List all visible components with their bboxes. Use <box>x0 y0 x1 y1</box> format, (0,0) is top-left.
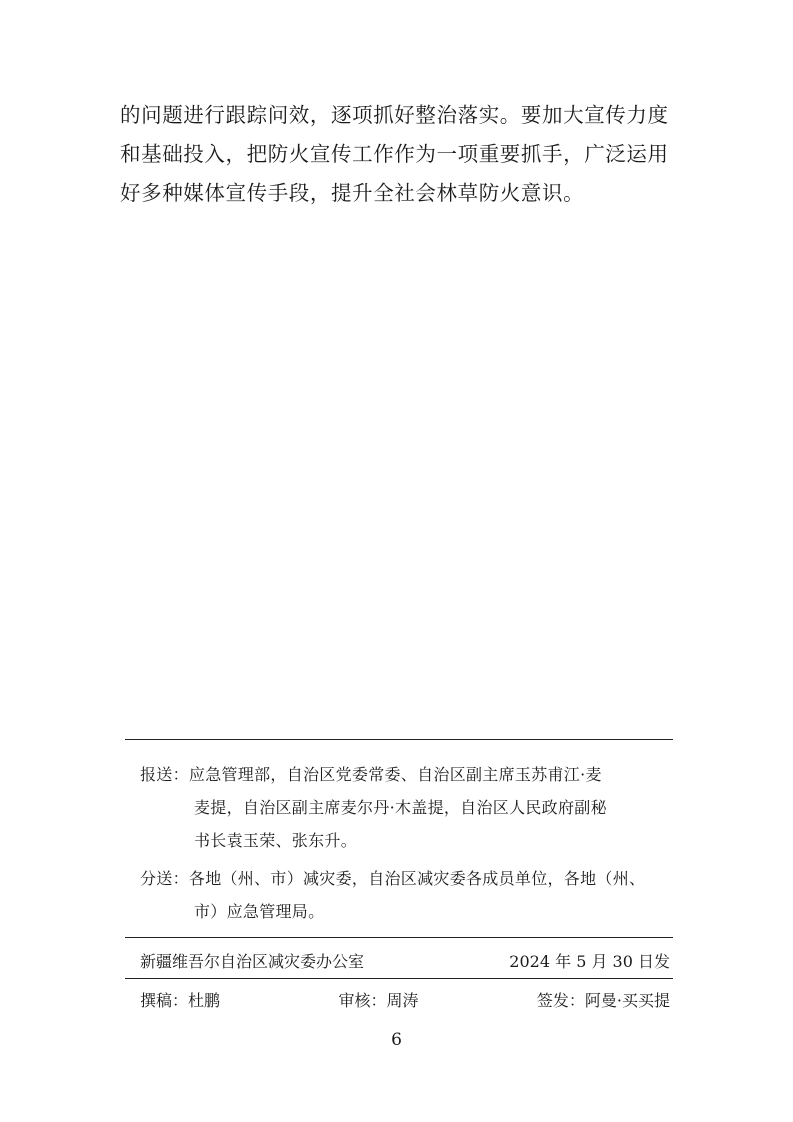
drafter: 撰稿：杜鹏 <box>140 991 221 1010</box>
body-text <box>120 96 680 213</box>
copy-label: 分送： <box>140 869 189 888</box>
issuer-divider-bottom <box>125 978 673 979</box>
report-first-line <box>140 758 670 791</box>
body-line: 的问题进行跟踪问效，逐项抓好整治落实。要加大宣传力度 <box>120 103 669 127</box>
issue-date: 2024 年 5 月 30 日发 <box>509 952 670 971</box>
report-recipients: 麦提，自治区副主席麦尔丹·木盖提，自治区人民政府副秘 <box>194 798 607 817</box>
copy-first-line <box>140 862 670 895</box>
report-recipients: 应急管理部，自治区党委常委、自治区副主席玉苏甫江·麦 <box>188 765 602 784</box>
signer: 签发：阿曼·买买提 <box>536 991 670 1010</box>
reviewer: 审核：周涛 <box>338 991 419 1010</box>
body-line: 好多种媒体宣传手段，提升全社会林草防火意识。 <box>120 181 585 205</box>
distribution-block <box>140 758 670 928</box>
copy-recipients: 各地（州、市）减灾委，自治区减灾委各成员单位，各地（州、 <box>188 869 646 888</box>
page-number: 6 <box>391 1030 402 1050</box>
staff-row <box>140 988 670 1011</box>
report-recipients: 书长袁玉荣、张东升。 <box>194 831 358 850</box>
issuer-divider-top <box>125 937 673 938</box>
body-line: 和基础投入，把防火宣传工作作为一项重要抓手，广泛运用 <box>120 142 669 166</box>
issuer-row <box>140 949 670 972</box>
report-label: 报送： <box>140 765 189 784</box>
issuing-office: 新疆维吾尔自治区减灾委办公室 <box>140 952 365 971</box>
copy-recipients: 市）应急管理局。 <box>194 902 325 921</box>
top-divider <box>125 739 673 740</box>
